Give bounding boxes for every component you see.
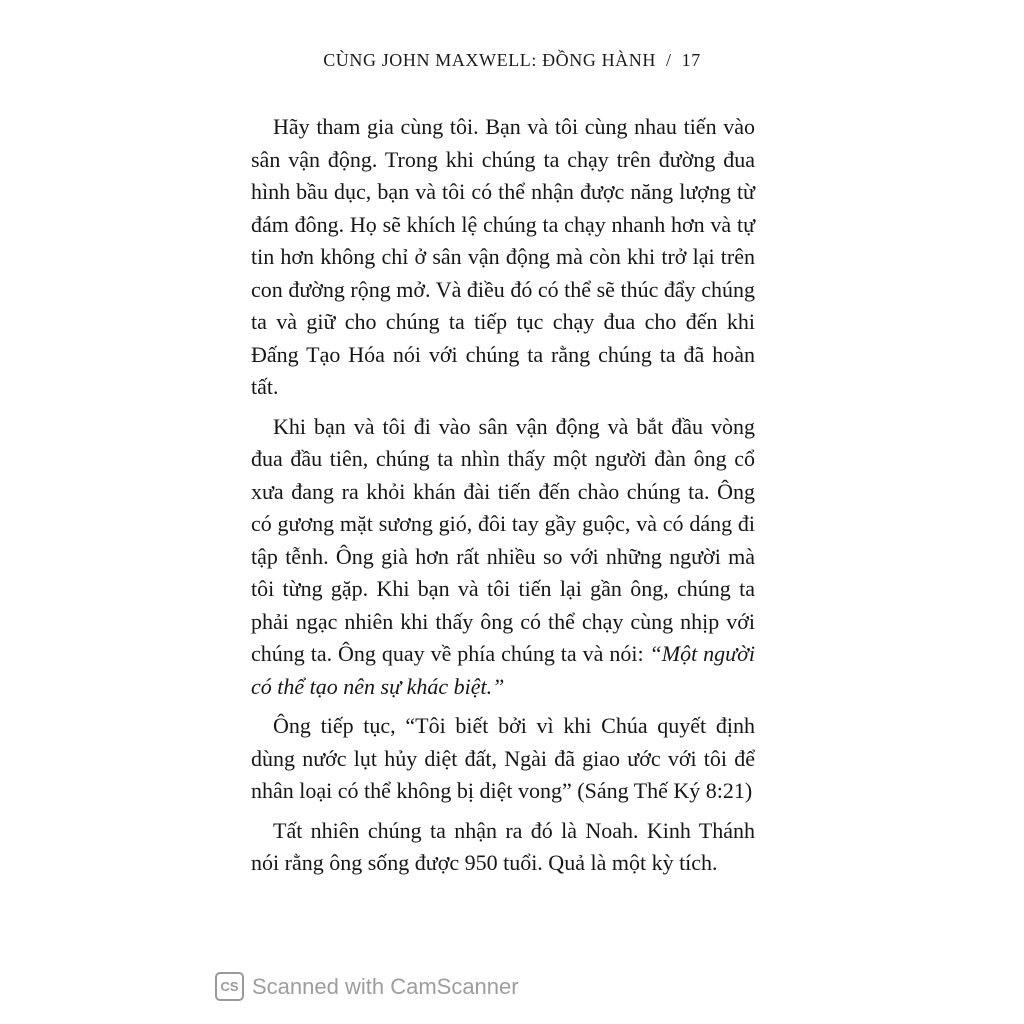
running-head [0, 50, 1024, 71]
paragraph-3: Ông tiếp tục, “Tôi biết bởi vì khi Chúa quyết định dùng nước lụt hủy diệt đất, Ngài đã giao ước với tôi để nhân loại có thể không bị diệt vong” (Sáng Thế Ký 8:21) [251, 713, 755, 803]
paragraph-2 [251, 411, 755, 704]
camscanner-watermark [215, 972, 519, 1001]
chapter-title: CÙNG JOHN MAXWELL: ĐỒNG HÀNH [323, 50, 656, 70]
camscanner-logo-icon: CS [215, 972, 244, 1001]
body-text [251, 111, 755, 887]
paragraph-2-text: Khi bạn và tôi đi vào sân vận động và bắt đầu vòng đua đầu tiên, chúng ta nhìn thấy một người đàn ông cổ xưa đang ra khỏi khán đài tiến đến chào chúng ta. Ông có gương mặt sương gió, đôi tay gầy guộc, và có dáng đi tập tễnh. Ông già hơn rất nhiều so với những người mà tôi từng gặp. Khi bạn và tôi tiến lại gần ông, chúng ta phải ngạc nhiên khi thấy ông có thể chạy cùng nhịp với chúng ta. Ông quay về phía chúng ta và nói: [251, 413, 755, 666]
page-number: 17 [681, 50, 701, 70]
header-separator: / [665, 50, 672, 70]
paragraph-4: Tất nhiên chúng ta nhận ra đó là Noah. Kinh Thánh nói rằng ông sống được 950 tuổi. Quả là một kỳ tích. [251, 817, 755, 875]
watermark-text: Scanned with CamScanner [252, 973, 519, 999]
paragraph-1: Hãy tham gia cùng tôi. Bạn và tôi cùng nhau tiến vào sân vận động. Trong khi chúng ta chạy trên đường đua hình bầu dục, bạn và tôi có thể nhận được năng lượng từ đám đông. Họ sẽ khích lệ chúng ta chạy nhanh hơn và tự tin hơn không chỉ ở sân vận động mà còn khi trở lại trên con đường rộng mở. Và điều đó có thể sẽ thúc đẩy chúng ta và giữ cho chúng ta tiếp tục chạy đua cho đến khi Đấng Tạo Hóa nói với chúng ta rằng chúng ta đã hoàn tất. [251, 114, 755, 399]
paragraph-2-quote: “Một người có thể tạo nên sự khác biệt.” [251, 641, 755, 699]
